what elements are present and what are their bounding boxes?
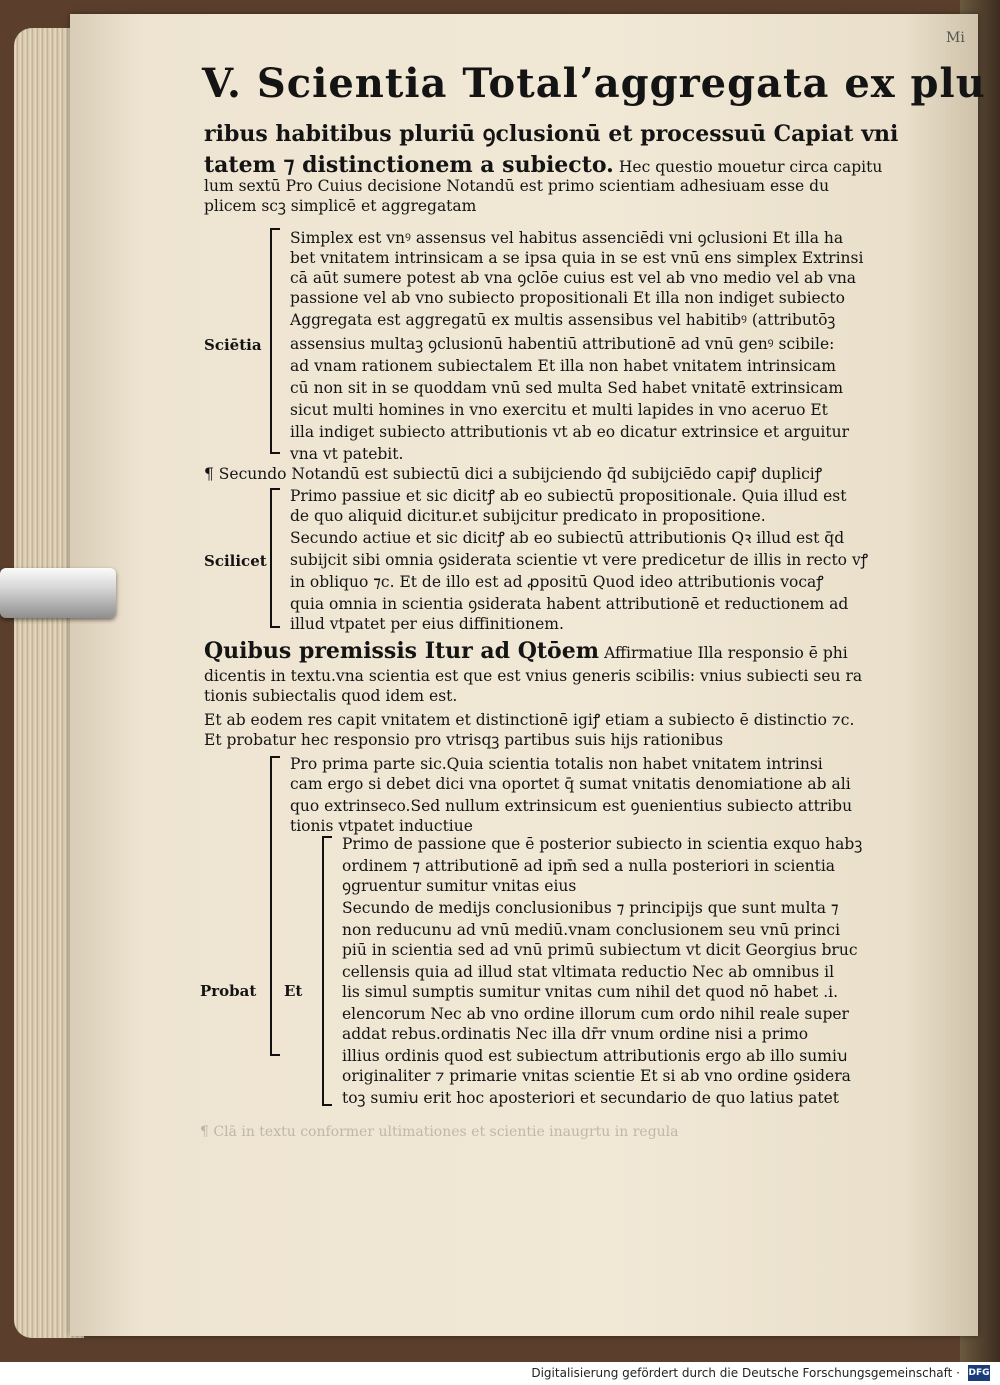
intro-line-2: plicem scꝫ simplicē et aggregatam	[204, 197, 477, 215]
page-corner-mark: Mi	[946, 30, 965, 46]
block3-subline: piū in scientia sed ad vnū primū subiectum vt dicit Georgius bruc	[342, 941, 858, 959]
block2-line: de quo aliquid dicitur.et subijcitur predicato in propositione.	[290, 507, 766, 525]
intro-line-1: lum sextū Pro Cuius decisione Notandū est primo scientiam adhesiuam esse du	[204, 177, 830, 195]
quibus-line	[204, 638, 848, 664]
quibus-body-line: dicentis in textu.vna scientia est que est vnius generis scibilis: vnius subiecti seu ra	[204, 667, 863, 685]
block1-line: sicut multi homines in vno exercitu et multi lapides in vno aceruo Et	[290, 401, 828, 419]
block3-sublabel: Et	[284, 982, 303, 1000]
footer-credit: Digitalisierung gefördert durch die Deutsche Forschungsgemeinschaft ·	[531, 1366, 960, 1380]
heading-line-2: ribus habitibus pluriū ꝯclusionū et processuū Capiat vni	[204, 121, 899, 147]
block1-line: Simplex est vnꝰ assensus vel habitus assenciēdi vni ꝯclusioni Et illa ha	[290, 229, 844, 247]
block2-line: illud vtpatet per eius diffinitionem.	[290, 615, 564, 633]
brace-block-2	[270, 488, 272, 628]
quibus-rest: Affirmatiue Illa responsio ē phi	[604, 644, 848, 662]
heading-line-3-rest: Hec questio mouetur circa capitu	[618, 158, 883, 176]
block3-subline: cellensis quia ad illud stat vltimata reductio Nec ab omnibus il	[342, 963, 835, 981]
block3-subline: originaliter ⁊ primarie vnitas scientie Et si ab vno ordine ꝯsidera	[342, 1067, 851, 1085]
block1-line: cū non sit in se quoddam vnū sed multa Sed habet vnitatē extrinsicam	[290, 379, 844, 397]
footer-bar	[0, 1362, 1000, 1385]
quibus-body-line: tionis subiectalis quod idem est.	[204, 687, 458, 705]
page-clip-holder	[0, 568, 116, 618]
block2-line: Secundo actiue et sic dicitꝭ ab eo subiectū attributionis Qꝛ illud est q̄d	[290, 529, 845, 547]
brace-block-3-sub	[322, 836, 324, 1106]
block3-subline: addat rebus.ordinatis Nec illa dr̄r vnum ordine nisi a primo	[342, 1025, 809, 1043]
secundo-line: ¶ Secundo Notandū est subiectū dici a subijciendo q̄d subijciēdo capiꝭ dupliciꝭ	[204, 465, 823, 483]
quibus-body-line: Et ab eodem res capit vnitatem et distinctionē igiꝭ etiam a subiecto ē distinctio ⁊c.	[204, 711, 855, 729]
block3-subline: Secundo de medijs conclusionibus ⁊ principijs que sunt multa ⁊	[342, 899, 839, 917]
bleed-through-text: ¶ Clā in textu conformer ultimationes et scientie inaugrtu in regula	[200, 1124, 679, 1140]
heading-line-3	[204, 152, 882, 178]
block2-line: quia omnia in scientia ꝯsiderata habent attributionē et reductionem ad	[290, 595, 849, 613]
block2-line: in obliquo ⁊c. Et de illo est ad ꝓpositū Quod ideo attributionis vocaꝭ	[290, 573, 824, 591]
block3-subline: ꝯgruentur sumitur vnitas eius	[342, 877, 577, 895]
heading-line-3-bold: tatem ⁊ distinctionem a subiecto.	[204, 152, 614, 178]
block3-label: Probat	[200, 982, 257, 1000]
block3-subline: Primo de passione que ē posterior subiecto in scientia exquo habꝫ	[342, 835, 863, 853]
block1-line: ad vnam rationem subiectalem Et illa non habet vnitatem intrinsicam	[290, 357, 836, 375]
block1-line: Aggregata est aggregatū ex multis assensibus vel habitibꝰ (attributōꝫ	[290, 311, 836, 329]
dfg-logo-icon: DFG	[968, 1365, 990, 1381]
block3-subline: toꝫ sumiꭒ erit hoc aposteriori et secundario de quo latius patet	[342, 1089, 840, 1107]
block1-line: bet vnitatem intrinsicam a se ipsa quia in se est vnū ens simplex Extrinsi	[290, 249, 864, 267]
block3-subline: lis simul sumptis sumitur vnitas cum nihil det quod nō habet .i.	[342, 983, 838, 1001]
block1-line: cā aūt sumere potest ab vna ꝯclōe cuius est vel ab vno medio vel ab vna	[290, 269, 857, 287]
block1-line: assensius multaꝫ ꝯclusionū habentiū attributionē ad vnū genꝰ scibile:	[290, 335, 835, 353]
block1-line: passione vel ab vno subiecto propositionali Et illa non indiget subiecto	[290, 289, 845, 307]
block3-subline: ordinem ⁊ attributionē ad ipm̄ sed a nulla posteriori in scientia	[342, 857, 836, 875]
quibus-body-line: Et probatur hec responsio pro vtrisqꝫ partibus suis hijs rationibus	[204, 731, 724, 749]
block3-line: tionis vtpatet inductiue	[290, 817, 473, 835]
brace-block-3	[270, 756, 272, 1056]
heading-line-1: V. Scientia Totalʼaggregata ex plu	[202, 60, 986, 107]
block2-line: subijcit sibi omnia ꝯsiderata scientie vt vere predicetur de illis in recto vꝭ	[290, 551, 869, 569]
block3-subline: illius ordinis quod est subiectum attributionis ergo ab illo sumiꭒ	[342, 1047, 848, 1065]
block1-line: vna vt patebit.	[290, 445, 404, 463]
block3-line: cam ergo si debet dici vna oportet q̄ sumat vnitatis denomiatione ab ali	[290, 775, 851, 793]
block3-line: quo extrinseco.Sed nullum extrinsicum est ꝯuenientius subiecto attribu	[290, 797, 853, 815]
quibus-bold: Quibus premissis Itur ad Qtōem	[204, 638, 599, 664]
block3-subline: elencorum Nec ab vno ordine illorum cum ordo nihil reale super	[342, 1005, 849, 1023]
block1-label: Sciētia	[204, 336, 262, 354]
block2-label: Scilicet	[204, 552, 267, 570]
brace-block-1	[270, 228, 272, 454]
block2-line: Primo passiue et sic dicitꝭ ab eo subiectū propositionale. Quia illud est	[290, 487, 847, 505]
block3-line: Pro prima parte sic.Quia scientia totalis non habet vnitatem intrinsi	[290, 755, 823, 773]
block3-subline: non reducunꭒ ad vnū mediū.vnam conclusionem seu vnū princi	[342, 921, 841, 939]
block1-line: illa indiget subiecto attributionis vt ab eo dicatur extrinsice et arguitur	[290, 423, 850, 441]
